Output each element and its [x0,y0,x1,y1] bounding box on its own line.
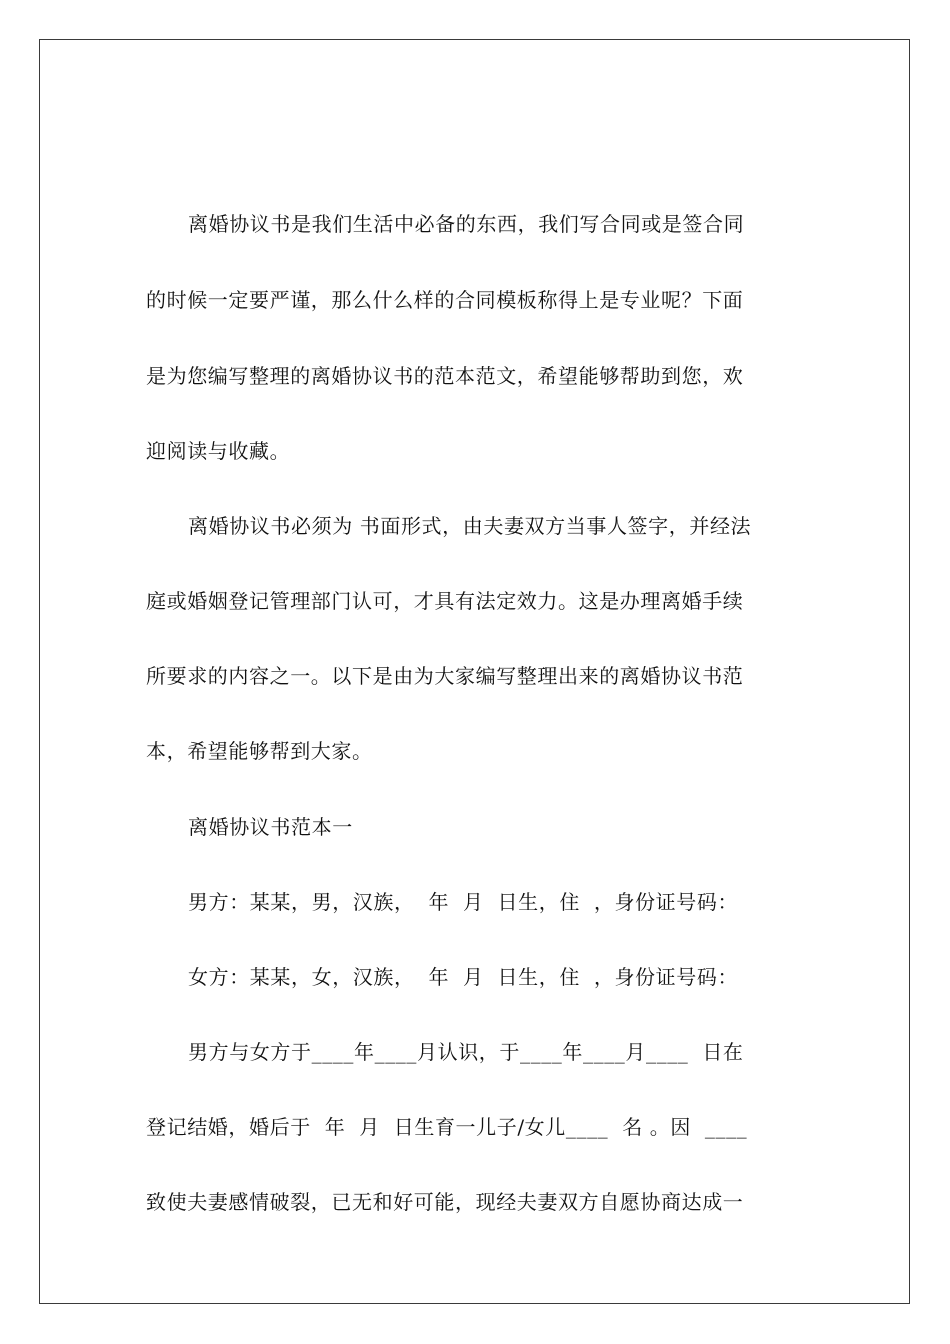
male-party-info: 男方：某某，男，汉族， 年 月 日生，住 ，身份证号码： [188,890,739,914]
intro-paragraph-line-2: 的时候一定要严谨，那么什么样的合同模板称得上是专业呢？下面 [146,288,744,312]
intro-paragraph-line-4: 迎阅读与收藏。 [146,439,291,463]
female-party-info: 女方：某某，女，汉族， 年 月 日生，住 ，身份证号码： [188,965,739,989]
requirement-paragraph-line-3: 所要求的内容之一。以下是由为大家编写整理出来的离婚协议书范 [146,664,744,688]
intro-paragraph-line-3: 是为您编写整理的离婚协议书的范本范文，希望能够帮助到您，欢 [146,364,744,388]
requirement-paragraph-line-2: 庭或婚姻登记管理部门认可，才具有法定效力。这是办理离婚手续 [146,589,744,613]
intro-paragraph-line-1: 离婚协议书是我们生活中必备的东西，我们写合同或是签合同 [188,212,745,236]
section-heading: 离婚协议书范本一 [188,815,353,839]
requirement-paragraph-line-4: 本，希望能够帮到大家。 [146,739,373,763]
marriage-paragraph-line-1: 男方与女方于____年____月认识，于____年____月____ 日在 [188,1040,744,1064]
marriage-paragraph-line-2: 登记结婚，婚后于 年 月 日生育一儿子/女儿____ 名 。因 ____ [146,1115,748,1139]
requirement-paragraph-line-1: 离婚协议书必须为 书面形式，由夫妻双方当事人签字，并经法 [188,514,752,538]
marriage-paragraph-line-3: 致使夫妻感情破裂，已无和好可能，现经夫妻双方自愿协商达成一 [146,1190,744,1214]
